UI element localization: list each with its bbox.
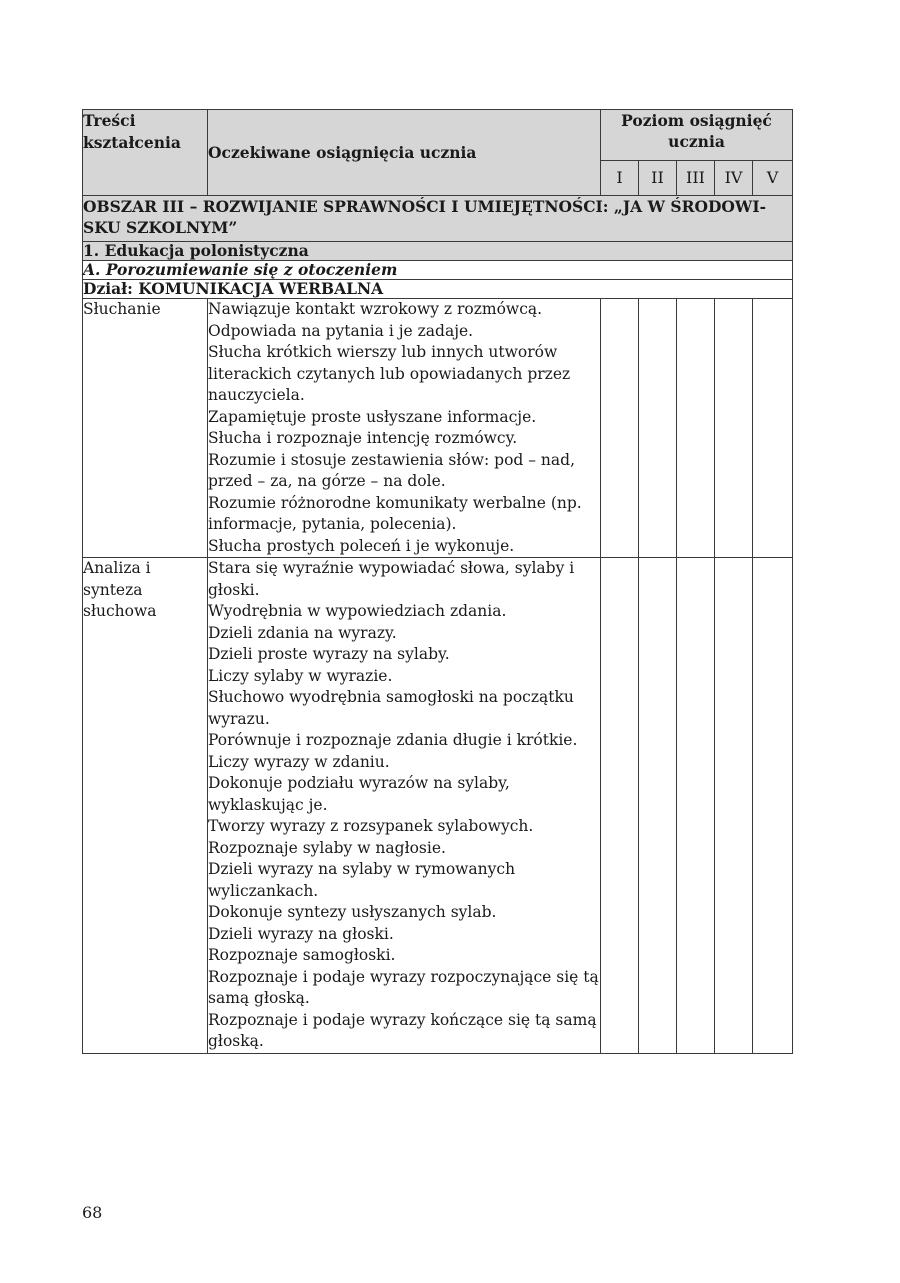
division-heading: Dział: KOMUNIKACJA WERBALNA: [83, 280, 793, 299]
outcome-item: Rozumie różnorodne komunikaty werbalne (np. informacje, pytania, polecenia).: [208, 493, 582, 533]
level-cell: [601, 558, 639, 1054]
outcome-item: Liczy sylaby w wyrazie.: [208, 666, 393, 685]
level-label: IV: [715, 161, 753, 196]
outcome-item: Słucha i rozpoznaje intencję rozmówcy.: [208, 429, 518, 447]
outcome-item: Porównuje i rozpoznaje zdania długie i krótkie.: [208, 731, 578, 749]
outcome-item: Dzieli wyrazy na sylaby w rymowanych wyliczankach.: [208, 860, 516, 900]
header-topics: Treści kształcenia: [83, 110, 208, 196]
header-outcomes: Oczekiwane osiągnięcia ucznia: [208, 110, 601, 196]
curriculum-table: [82, 109, 793, 1054]
outcome-item: Słucha krótkich wierszy lub innych utworów literackich czytanych lub opowiadanych przez nauczyciela.: [208, 343, 571, 404]
level-label: V: [753, 161, 793, 196]
outcome-item: Nawiązuje kontakt wzrokowy z rozmówcą.: [208, 300, 543, 318]
level-cell: [601, 299, 639, 558]
outcome-item: Dokonuje syntezy usłyszanych sylab.: [208, 903, 497, 921]
level-cell: [677, 558, 715, 1054]
level-cell: [639, 299, 677, 558]
outcome-item: Dokonuje podziału wyrazów na sylaby, wyklaskując je.: [208, 774, 510, 814]
page-number: 68: [82, 1203, 103, 1222]
outcome-item: Słucha prostych poleceń i je wykonuje.: [208, 536, 515, 555]
outcome-item: Zapamiętuje proste usłyszane informacje.: [208, 407, 537, 426]
level-cell: [715, 299, 753, 558]
outcome-item: Liczy wyrazy w zdaniu.: [208, 752, 390, 771]
outcome-item: Dzieli proste wyrazy na sylaby.: [208, 645, 450, 663]
table-row: [83, 299, 793, 558]
outcomes-cell: [208, 299, 601, 558]
level-label: III: [677, 161, 715, 196]
topic-cell: Słuchanie: [83, 299, 208, 558]
outcome-item: Rozpoznaje sylaby w nagłosie.: [208, 838, 446, 857]
level-cell: [753, 558, 793, 1054]
outcome-item: Stara się wyraźnie wypowiadać słowa, sylaby i głoski.: [208, 559, 575, 599]
outcomes-cell: [208, 558, 601, 1054]
level-cell: [753, 299, 793, 558]
level-cell: [715, 558, 753, 1054]
topic-cell: Analiza i synteza słuchowa: [83, 558, 208, 1054]
header-levels-title: Poziom osiągnięć ucznia: [601, 110, 793, 161]
outcome-item: Rozumie i stosuje zestawienia słów: pod – nad, przed – za, na górze – na dole.: [208, 450, 575, 490]
area-heading: OBSZAR III – ROZWIJANIE SPRAWNOŚCI I UMIEJĘTNOŚCI: „JA W ŚRODOWI- SKU SZKOLNYM”: [83, 196, 793, 242]
section-heading: 1. Edukacja polonistyczna: [83, 242, 793, 261]
outcome-item: Rozpoznaje i podaje wyrazy rozpoczynające się tą samą głoską.: [208, 967, 599, 1007]
level-label: I: [601, 161, 639, 196]
outcome-item: Dzieli wyrazy na głoski.: [208, 924, 394, 943]
outcome-item: Dzieli zdania na wyrazy.: [208, 623, 397, 642]
outcome-item: Odpowiada na pytania i je zadaje.: [208, 321, 474, 340]
table-row: [83, 558, 793, 1054]
subsection-heading: A. Porozumiewanie się z otoczeniem: [83, 261, 793, 280]
outcome-item: Słuchowo wyodrębnia samogłoski na początku wyrazu.: [208, 688, 574, 728]
outcome-item: Tworzy wyrazy z rozsypanek sylabowych.: [208, 817, 534, 835]
level-label: II: [639, 161, 677, 196]
level-cell: [677, 299, 715, 558]
level-cell: [639, 558, 677, 1054]
outcome-item: Wyodrębnia w wypowiedziach zdania.: [208, 602, 507, 620]
outcome-item: Rozpoznaje samogłoski.: [208, 946, 396, 964]
outcome-item: Rozpoznaje i podaje wyrazy kończące się tą samą głoską.: [208, 1010, 597, 1050]
